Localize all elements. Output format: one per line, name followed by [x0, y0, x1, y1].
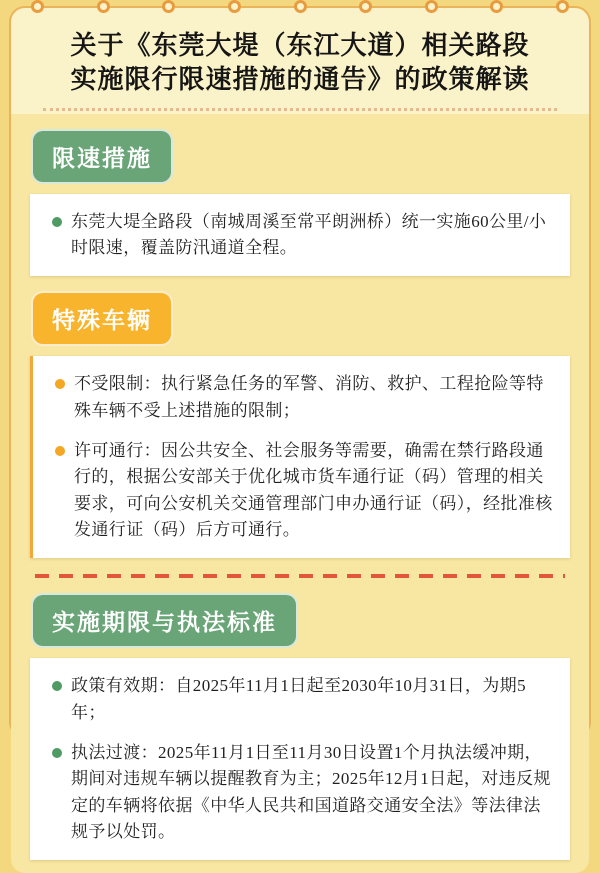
info-card-special-vehicles — [30, 356, 570, 558]
list-item — [44, 209, 554, 262]
list-item — [47, 438, 554, 543]
bullet-text: 许可通行：因公共安全、社会服务等需要，确需在禁行路段通行的，根据公安部关于优化城市货车通行证（码）管理的相关要求，可向公安机关交通管理部门申办通行证（码），经批准核发通行证（码）后方可通行。 — [74, 441, 553, 540]
binder-ring-icon — [425, 0, 438, 13]
binder-ring-icon — [556, 0, 569, 13]
section-speed-limit — [30, 127, 570, 277]
page-title-line2: 实施限行限速措施的通告》的政策解读 — [70, 64, 530, 95]
binder-ring-icon — [31, 0, 44, 13]
binder-ring-icon — [162, 0, 175, 13]
list-item — [47, 371, 554, 424]
bullet-text: 执法过渡：2025年11月1日至11月30日设置1个月执法缓冲期，期间对违规车辆以提醒教育为主；2025年12月1日起，对违反规定的车辆将依据《中华人民共和国道路交通安全法》等法律法规予以处罚。 — [71, 743, 551, 842]
binder-ring-icon — [97, 0, 110, 13]
poster-body — [11, 114, 589, 873]
binder-ring-icon — [359, 0, 372, 13]
poster-header — [11, 8, 589, 111]
section-special-vehicles — [30, 289, 570, 558]
bullet-text: 政策有效期：自2025年11月1日起至2030年10月31日，为期5年； — [71, 676, 526, 722]
dashed-separator — [35, 574, 565, 578]
info-card-enforcement — [30, 658, 570, 860]
section-badge-speed-limit: 限速措施 — [31, 129, 173, 184]
list-item — [44, 673, 554, 726]
bullet-dot-icon — [52, 748, 62, 758]
section-badge-enforcement: 实施期限与执法标准 — [31, 593, 298, 648]
bullet-text: 东莞大堤全路段（南城周溪至常平朗洲桥）统一实施60公里/小时限速，覆盖防汛通道全程。 — [71, 211, 547, 257]
bullet-dot-icon — [52, 217, 62, 227]
bullet-text: 不受限制：执行紧急任务的军警、消防、救护、工程抢险等特殊车辆不受上述措施的限制； — [74, 374, 544, 420]
binder-ring-icon — [490, 0, 503, 13]
dotted-separator — [43, 108, 557, 111]
info-card-speed-limit — [30, 194, 570, 277]
section-badge-special-vehicles: 特殊车辆 — [31, 291, 173, 346]
binder-rings — [11, 0, 589, 13]
bullet-dot-icon — [52, 681, 62, 691]
bullet-dot-icon — [55, 446, 65, 456]
list-item — [44, 740, 554, 845]
page-title-line1: 关于《东莞大堤（东江大道）相关路段 — [70, 30, 530, 60]
binder-ring-icon — [228, 0, 241, 13]
bullet-dot-icon — [55, 379, 65, 389]
section-enforcement — [30, 591, 570, 860]
policy-poster-panel — [9, 6, 591, 842]
binder-ring-icon — [294, 0, 307, 13]
page-title — [25, 28, 575, 97]
